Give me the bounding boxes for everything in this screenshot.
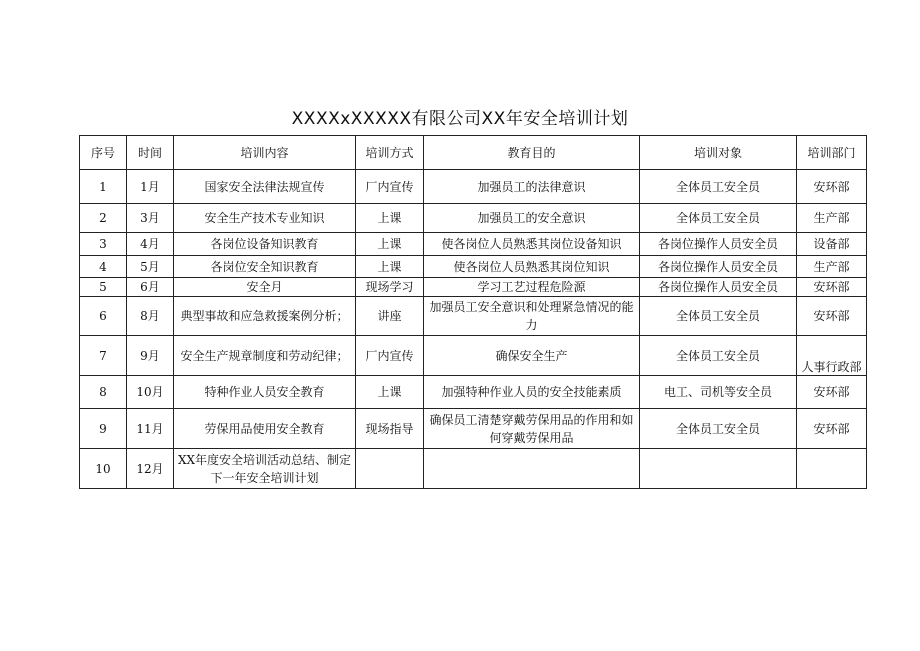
cell-content: 安全生产规章制度和劳动纪律； <box>174 336 356 376</box>
cell-purpose: 使各岗位人员熟悉其岗位设备知识 <box>424 233 640 256</box>
cell-purpose: 确保安全生产 <box>424 336 640 376</box>
cell-method: 上课 <box>356 256 424 278</box>
column-header-dept: 培训部门 <box>797 136 867 170</box>
cell-no: 3 <box>80 233 127 256</box>
cell-time: 11月 <box>127 409 174 449</box>
cell-dept: 安环部 <box>797 297 867 336</box>
column-header-no: 序号 <box>80 136 127 170</box>
cell-dept: 生产部 <box>797 204 867 233</box>
cell-target: 各岗位操作人员安全员 <box>640 256 797 278</box>
table-row <box>80 170 867 204</box>
document-title: XXXXxXXXXX有限公司XX年安全培训计划 <box>291 109 629 129</box>
column-header-method: 培训方式 <box>356 136 424 170</box>
cell-no: 4 <box>80 256 127 278</box>
cell-purpose: 加强员工的安全意识 <box>424 204 640 233</box>
cell-dept: 安环部 <box>797 376 867 409</box>
cell-time: 10月 <box>127 376 174 409</box>
cell-time: 5月 <box>127 256 174 278</box>
table-header-row <box>80 136 867 170</box>
cell-time: 3月 <box>127 204 174 233</box>
cell-time: 6月 <box>127 278 174 297</box>
cell-purpose: 加强员工的法律意识 <box>424 170 640 204</box>
cell-time: 4月 <box>127 233 174 256</box>
cell-target: 全体员工安全员 <box>640 204 797 233</box>
table-row <box>80 204 867 233</box>
table-row <box>80 376 867 409</box>
cell-dept: 人事行政部 <box>797 336 867 376</box>
cell-content: 安全生产技术专业知识 <box>174 204 356 233</box>
cell-content: 各岗位安全知识教育 <box>174 256 356 278</box>
table-row <box>80 233 867 256</box>
cell-content: 各岗位设备知识教育 <box>174 233 356 256</box>
cell-time: 12月 <box>127 449 174 489</box>
cell-target: 全体员工安全员 <box>640 409 797 449</box>
cell-method: 厂内宣传 <box>356 170 424 204</box>
cell-purpose: 确保员工清楚穿戴劳保用品的作用和如何穿戴劳保用品 <box>424 409 640 449</box>
cell-no: 7 <box>80 336 127 376</box>
cell-time: 1月 <box>127 170 174 204</box>
cell-target: 全体员工安全员 <box>640 170 797 204</box>
cell-dept: 设备部 <box>797 233 867 256</box>
training-plan-table <box>79 135 867 489</box>
cell-no: 8 <box>80 376 127 409</box>
cell-target: 全体员工安全员 <box>640 336 797 376</box>
cell-target: 全体员工安全员 <box>640 297 797 336</box>
cell-time: 8月 <box>127 297 174 336</box>
table-row <box>80 297 867 336</box>
cell-method: 上课 <box>356 376 424 409</box>
cell-no: 1 <box>80 170 127 204</box>
cell-dept: 安环部 <box>797 278 867 297</box>
cell-no: 2 <box>80 204 127 233</box>
cell-content: 特种作业人员安全教育 <box>174 376 356 409</box>
cell-content: 安全月 <box>174 278 356 297</box>
cell-dept: 安环部 <box>797 409 867 449</box>
cell-purpose: 学习工艺过程危险源 <box>424 278 640 297</box>
cell-no: 6 <box>80 297 127 336</box>
cell-method: 讲座 <box>356 297 424 336</box>
table-row <box>80 256 867 278</box>
cell-method <box>356 449 424 489</box>
column-header-time: 时间 <box>127 136 174 170</box>
cell-content: 国家安全法律法规宣传 <box>174 170 356 204</box>
table-row <box>80 278 867 297</box>
table-row <box>80 336 867 376</box>
cell-target: 各岗位操作人员安全员 <box>640 233 797 256</box>
column-header-target: 培训对象 <box>640 136 797 170</box>
cell-no: 5 <box>80 278 127 297</box>
cell-purpose: 加强特种作业人员的安全技能素质 <box>424 376 640 409</box>
cell-purpose <box>424 449 640 489</box>
cell-method: 现场学习 <box>356 278 424 297</box>
cell-content: 典型事故和应急救援案例分析； <box>174 297 356 336</box>
cell-purpose: 加强员工安全意识和处理紧急情况的能力 <box>424 297 640 336</box>
cell-dept: 生产部 <box>797 256 867 278</box>
cell-method: 上课 <box>356 233 424 256</box>
cell-method: 现场指导 <box>356 409 424 449</box>
table-row <box>80 409 867 449</box>
cell-target: 各岗位操作人员安全员 <box>640 278 797 297</box>
column-header-content: 培训内容 <box>174 136 356 170</box>
table-row <box>80 449 867 489</box>
cell-method: 上课 <box>356 204 424 233</box>
cell-dept: 安环部 <box>797 170 867 204</box>
cell-dept <box>797 449 867 489</box>
cell-method: 厂内宣传 <box>356 336 424 376</box>
cell-content: 劳保用品使用安全教育 <box>174 409 356 449</box>
cell-no: 10 <box>80 449 127 489</box>
cell-time: 9月 <box>127 336 174 376</box>
cell-content: XX年度安全培训活动总结、制定下一年安全培训计划 <box>174 449 356 489</box>
cell-target: 电工、司机等安全员 <box>640 376 797 409</box>
cell-target <box>640 449 797 489</box>
cell-no: 9 <box>80 409 127 449</box>
cell-purpose: 使各岗位人员熟悉其岗位知识 <box>424 256 640 278</box>
column-header-purpose: 教育目的 <box>424 136 640 170</box>
